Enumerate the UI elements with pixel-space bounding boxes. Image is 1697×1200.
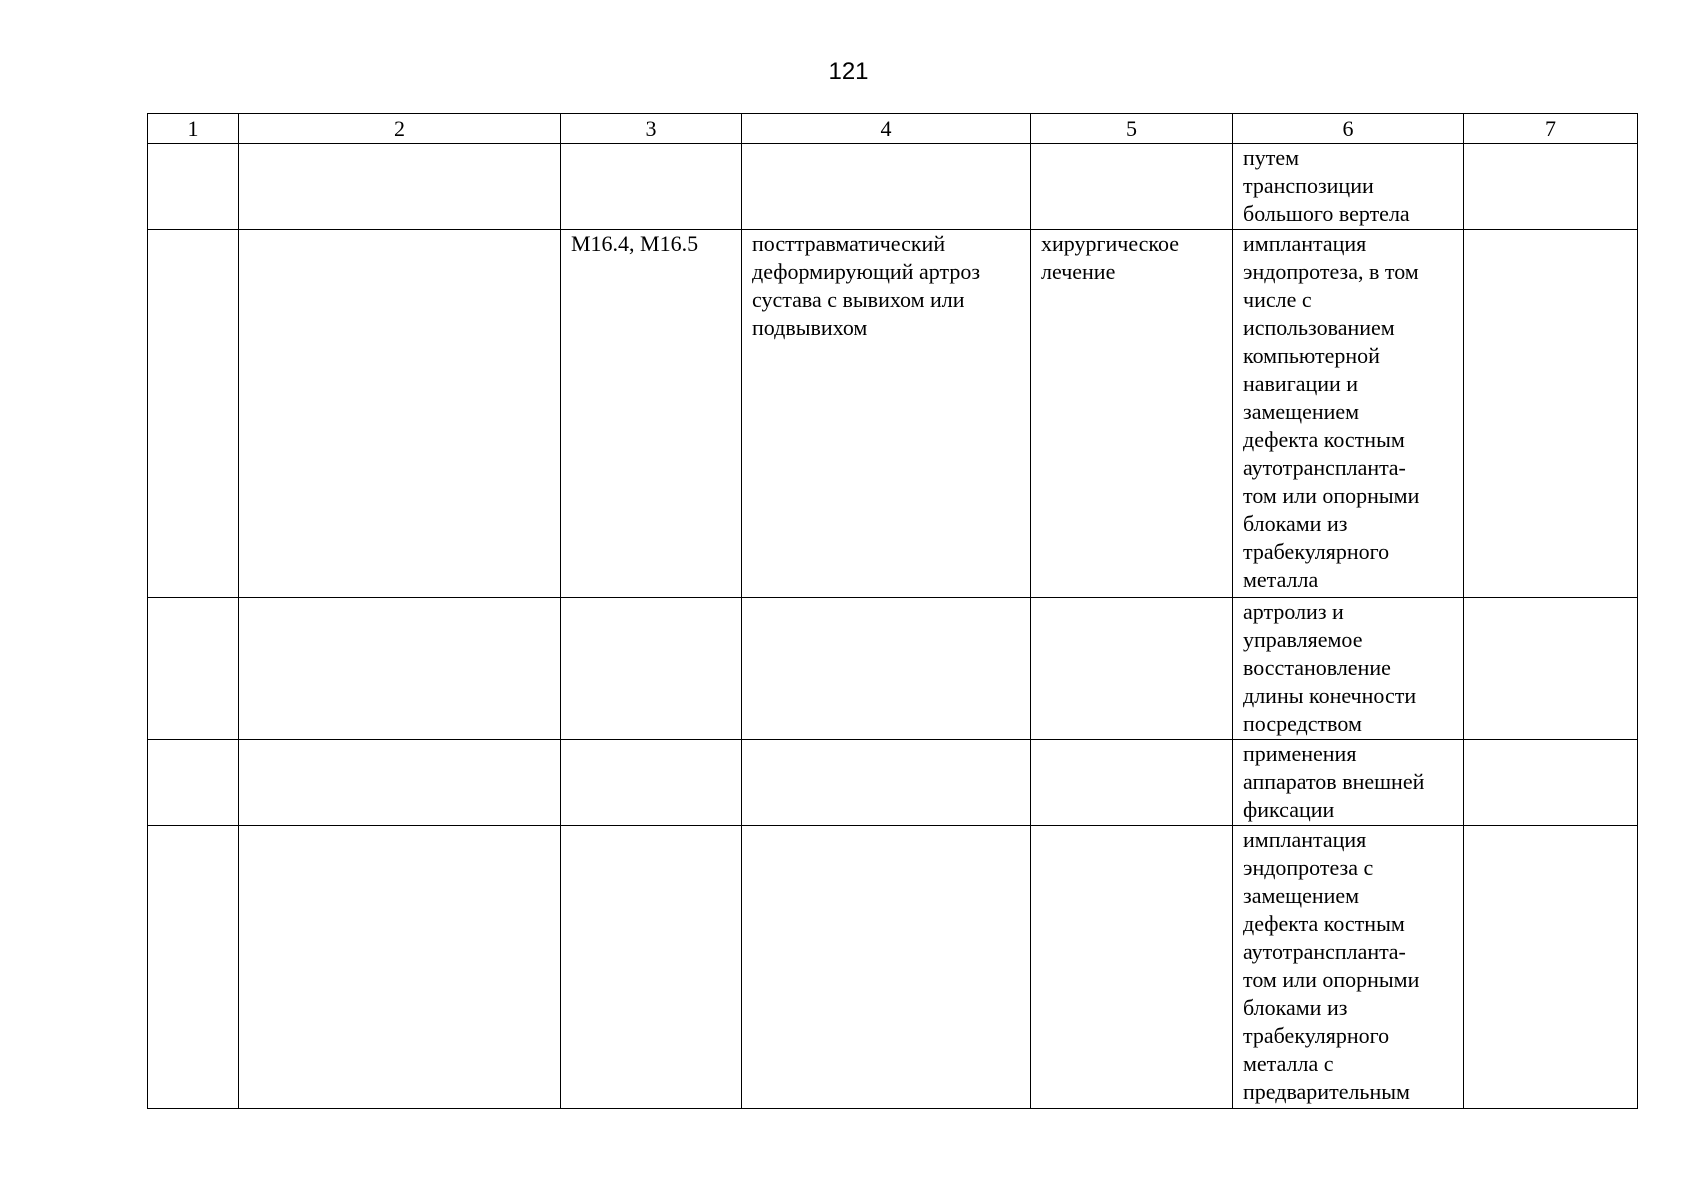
table-cell <box>148 144 239 230</box>
column-header: 1 <box>148 114 239 144</box>
table-cell <box>148 826 239 1109</box>
column-header: 7 <box>1464 114 1638 144</box>
table-cell <box>1031 826 1233 1109</box>
table-row <box>148 598 1638 740</box>
table-row <box>148 230 1638 598</box>
table-cell <box>561 826 742 1109</box>
table-cell <box>239 230 561 598</box>
column-header: 2 <box>239 114 561 144</box>
column-header: 6 <box>1233 114 1464 144</box>
table-cell <box>561 598 742 740</box>
table-cell <box>561 144 742 230</box>
table-cell <box>742 144 1031 230</box>
table-cell: M16.4, M16.5 <box>561 230 742 598</box>
table-cell <box>742 740 1031 826</box>
table-cell: посттравматический деформирующий артроз сустава с вывихом или подвывихом <box>742 230 1031 598</box>
table-cell: артролиз и управляемое восстановление длины конечности посредством <box>1233 598 1464 740</box>
table-cell <box>1464 826 1638 1109</box>
table-cell <box>1464 598 1638 740</box>
table-cell <box>148 740 239 826</box>
table-cell <box>742 598 1031 740</box>
table-cell: применения аппаратов внешней фиксации <box>1233 740 1464 826</box>
table-cell: хирургическое лечение <box>1031 230 1233 598</box>
table-row <box>148 826 1638 1109</box>
table-cell: имплантация эндопротеза, в том числе с использованием компьютерной навигации и замещением дефекта костным аутотрансплантa- том или опорными блоками из трабекулярного металла <box>1233 230 1464 598</box>
page-number: 121 <box>828 58 869 85</box>
column-header: 5 <box>1031 114 1233 144</box>
table-cell <box>239 740 561 826</box>
table-cell <box>239 826 561 1109</box>
column-header: 3 <box>561 114 742 144</box>
column-header: 4 <box>742 114 1031 144</box>
table-cell <box>1464 230 1638 598</box>
table-cell <box>742 826 1031 1109</box>
table-cell <box>1464 144 1638 230</box>
table-cell: путем транспозиции большого вертела <box>1233 144 1464 230</box>
table-cell <box>1464 740 1638 826</box>
table-cell <box>561 740 742 826</box>
table-cell <box>239 144 561 230</box>
header-row <box>148 114 1638 144</box>
table-cell <box>239 598 561 740</box>
table-cell <box>148 598 239 740</box>
table-cell <box>1031 144 1233 230</box>
table-cell: имплантация эндопротеза с замещением дефекта костным аутотрансплантa- том или опорными блоками из трабекулярного металла с предварительным <box>1233 826 1464 1109</box>
table-cell <box>148 230 239 598</box>
document-table <box>147 113 1638 1109</box>
table-cell <box>1031 598 1233 740</box>
table-row <box>148 144 1638 230</box>
table-cell <box>1031 740 1233 826</box>
table-row <box>148 740 1638 826</box>
